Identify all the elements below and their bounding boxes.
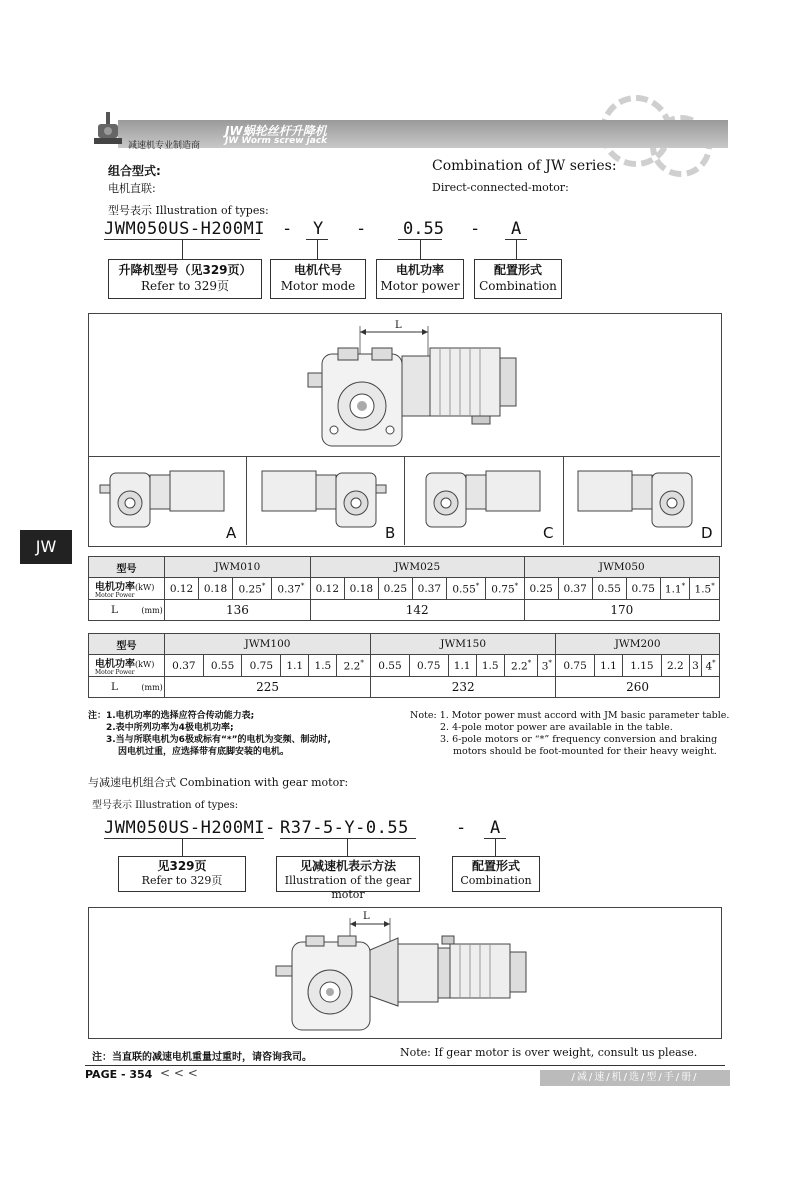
table-cell: 0.55* xyxy=(446,578,485,600)
table-cell: JWM200 xyxy=(556,634,720,655)
table-header-power: 电机功率(kW) Motor Power xyxy=(89,655,165,677)
diagram-divider xyxy=(404,456,405,545)
type-code-part2: R37-5-Y-0.55 xyxy=(280,818,409,838)
notes-cn: 注：1.电机功率的选择应符合传动能力表; 2.表中所列功率为4极电机功率; 3.当与所联电机为6极或标有“*”的电机为变频、制动时, 因电机过重，应选择带有底脚安装的电机。 xyxy=(88,711,331,757)
code-box-motor-power: 电机功率 Motor power xyxy=(376,259,464,299)
table-cell: 136 xyxy=(165,600,311,621)
table-cell: 0.12 xyxy=(165,578,199,600)
table-cell: 0.25 xyxy=(378,578,412,600)
table-cell: 0.25 xyxy=(524,578,558,600)
table-cell: 1.1 xyxy=(281,655,309,677)
table-cell: 0.25* xyxy=(233,578,272,600)
header-company: 减速机专业制造商 xyxy=(128,141,201,151)
table-row xyxy=(89,655,720,677)
config-c-drawing xyxy=(414,465,554,530)
side-tab-jw: JW xyxy=(20,530,72,564)
table-cell: 170 xyxy=(524,600,719,621)
screw-jack-logo-icon xyxy=(90,108,130,150)
dim-label-l: L xyxy=(395,320,402,331)
table-cell: 0.37 xyxy=(558,578,592,600)
notes-en: Note: 1. Motor power must accord with JM basic parameter table. 2. 4-pole motor power are available in the table. 3. 6-pole motors or “*” frequency conversion and braking motors should be foot-mounted for their heavy weight. xyxy=(410,710,730,757)
section2-title: 与减速电机组合式 Combination with gear motor: xyxy=(88,776,349,789)
table-cell: 3* xyxy=(538,655,556,677)
table-cell: 0.12 xyxy=(310,578,344,600)
table-cell: 0.37 xyxy=(165,655,204,677)
type-code-part4: A xyxy=(511,219,522,239)
type-code-part2: Y xyxy=(313,219,324,239)
section1-title-en: Combination of JW series: xyxy=(432,158,617,174)
code-box-refer: 见329页 Refer to 329页 xyxy=(118,856,246,892)
table-cell: 1.1 xyxy=(448,655,476,677)
connector-line xyxy=(317,239,318,259)
header-bar xyxy=(118,120,728,148)
table-cell: 1.5* xyxy=(690,578,720,600)
type-code-part1: JWM050US-H200MI- xyxy=(104,818,276,838)
type-code-dash: - xyxy=(470,219,481,239)
table-cell: 1.5 xyxy=(476,655,504,677)
dim-label-l: L xyxy=(363,911,370,922)
code-box-motor-mode: 电机代号 Motor mode xyxy=(270,259,366,299)
type-code-part1: JWM050US-H200MI xyxy=(104,219,266,239)
table-cell: 0.37* xyxy=(271,578,310,600)
section1-subtitle-en: Direct-connected-motor: xyxy=(432,181,569,194)
connector-line xyxy=(182,239,183,259)
section2-note-cn: 注：当直联的减速电机重量过重时，请咨询我司。 xyxy=(92,1052,312,1063)
type-code-part3: 0.55 xyxy=(403,219,444,239)
table-cell: JWM010 xyxy=(165,557,311,578)
table-cell: JWM150 xyxy=(371,634,556,655)
table-header-l: L (mm) xyxy=(89,600,165,621)
diagram-divider xyxy=(246,456,247,545)
table-cell: 0.75 xyxy=(626,578,660,600)
section1-illustration: 型号表示 Illustration of types: xyxy=(108,204,269,217)
table-header-power: 电机功率(kW) Motor Power xyxy=(89,578,165,600)
table-cell: 2.2* xyxy=(504,655,538,677)
table-cell: 260 xyxy=(556,677,720,698)
table-cell: 0.37 xyxy=(412,578,446,600)
table-header-model: 型号 xyxy=(89,634,165,655)
table-cell: 0.18 xyxy=(344,578,378,600)
connector-line xyxy=(420,239,421,259)
table-cell: 225 xyxy=(165,677,371,698)
type-code-dash: - xyxy=(456,818,467,838)
connector-line xyxy=(495,838,496,856)
table-cell: 0.75 xyxy=(556,655,595,677)
table-header-model: 型号 xyxy=(89,557,165,578)
code-box-jack-model: 升降机型号（见329页） Refer to 329页 xyxy=(108,259,262,299)
config-a-drawing xyxy=(98,465,238,530)
power-table-2 xyxy=(88,633,720,698)
config-label-a: A xyxy=(226,524,237,542)
type-code-dash: - xyxy=(282,219,293,239)
section2-note-en: Note: If gear motor is over weight, consult us please. xyxy=(400,1046,698,1059)
config-label-b: B xyxy=(385,524,396,542)
connector-line xyxy=(182,838,183,856)
table-cell: JWM100 xyxy=(165,634,371,655)
table-cell: 0.55 xyxy=(203,655,242,677)
code-underline xyxy=(104,838,264,839)
type-code-dash: - xyxy=(356,219,367,239)
power-table-1 xyxy=(88,556,720,621)
footer-arrows: < < < xyxy=(160,1066,198,1080)
worm-jack-motor-drawing xyxy=(300,318,530,453)
table-cell: 232 xyxy=(371,677,556,698)
table-cell: 0.75* xyxy=(485,578,524,600)
header-title-en: JW Worm screw jack xyxy=(225,136,328,146)
table-cell: JWM050 xyxy=(524,557,719,578)
table-cell: 0.55 xyxy=(371,655,410,677)
code-underline xyxy=(280,838,416,839)
table-cell: 0.75 xyxy=(409,655,448,677)
section1-subtitle-cn: 电机直联: xyxy=(108,182,156,195)
section1-title-cn: 组合型式: xyxy=(108,164,161,178)
code-box-combination: 配置形式 Combination xyxy=(474,259,562,299)
table-row xyxy=(89,634,720,655)
config-label-c: C xyxy=(543,524,554,542)
section2-illustration: 型号表示 Illustration of types: xyxy=(92,800,239,811)
footer-handbook-label: /减/速/机/选/型/手/册/ xyxy=(540,1070,730,1086)
table-cell: 2.2 xyxy=(661,655,689,677)
table-cell: 2.2* xyxy=(337,655,371,677)
header-title-cn: JW蜗轮丝杆升降机 xyxy=(225,124,327,138)
table-header-l: L (mm) xyxy=(89,677,165,698)
table-cell: 0.55 xyxy=(592,578,626,600)
table-cell: 142 xyxy=(310,600,524,621)
config-d-drawing xyxy=(572,465,712,530)
table-row xyxy=(89,677,720,698)
table-cell: 3 xyxy=(689,655,701,677)
table-cell: 0.18 xyxy=(199,578,233,600)
table-cell: JWM025 xyxy=(310,557,524,578)
table-cell: 4* xyxy=(702,655,720,677)
table-cell: 0.75 xyxy=(242,655,281,677)
table-cell: 1.5 xyxy=(309,655,337,677)
code-box-combination: 配置形式 Combination xyxy=(452,856,540,892)
table-row xyxy=(89,578,720,600)
config-b-drawing xyxy=(256,465,396,530)
diagram-divider xyxy=(563,456,564,545)
table-cell: 1.1* xyxy=(660,578,690,600)
config-label-d: D xyxy=(701,524,713,542)
type-code-part3: A xyxy=(490,818,501,838)
table-row xyxy=(89,600,720,621)
table-cell: 1.15 xyxy=(623,655,662,677)
table-cell: 1.1 xyxy=(594,655,622,677)
code-box-gear-motor: 见减速机表示方法 Illustration of the gear motor xyxy=(276,856,420,892)
page-number: PAGE - 354 xyxy=(85,1068,153,1081)
table-row xyxy=(89,557,720,578)
connector-line xyxy=(516,239,517,259)
gear-motor-drawing xyxy=(270,910,560,1035)
connector-line xyxy=(347,838,348,856)
